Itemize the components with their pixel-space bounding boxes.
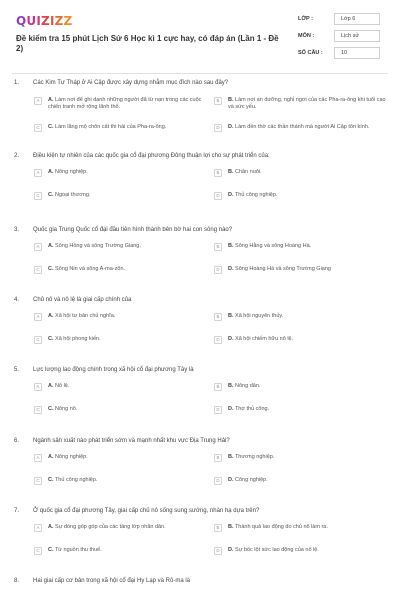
option-letter-box: C [34, 192, 42, 200]
option-answer: Sông Hồng và sông Trường Giang. [55, 243, 141, 249]
option-letter-box: D [214, 124, 222, 132]
option-text [48, 313, 208, 320]
option-answer: Từ nguồn thu thuế. [54, 547, 102, 553]
option-text [48, 97, 208, 111]
option-key: C. [48, 192, 54, 198]
option-answer: Thủ công nghiệp. [54, 477, 98, 483]
option-letter-box: C [34, 406, 42, 414]
option-text [228, 547, 388, 554]
option-key: B. [228, 97, 234, 103]
meta-row-class [298, 13, 388, 25]
option-letter-box: C [34, 336, 42, 344]
option-key: C. [48, 477, 54, 483]
meta-value-class: Lớp 6 [334, 13, 380, 25]
option-key: A. [48, 97, 54, 103]
option-letter-box: B [214, 243, 222, 251]
option-answer: Thủ công nghiệp. [234, 192, 278, 198]
option-key: C. [48, 124, 54, 130]
option-answer: Làm nơi an dưỡng, nghỉ ngơi của các Pha-ra-ông khi tuổi cao và sức yếu. [228, 97, 386, 110]
option-letter-box: C [34, 124, 42, 132]
quizizz-logo: QUIZIZZ [16, 14, 73, 28]
option-text [228, 266, 388, 273]
option-key: A. [48, 313, 54, 319]
option-answer: Nông dân. [235, 383, 261, 389]
option-letter-box: D [214, 547, 222, 555]
option-text [228, 97, 388, 111]
option-key: C. [48, 547, 54, 553]
option-key: B. [228, 383, 234, 389]
option-letter-box: C [34, 477, 42, 485]
option-text [228, 336, 388, 343]
option-answer: Nô lệ. [55, 383, 70, 389]
option-letter-box: A [34, 383, 42, 391]
question-number: 1. [14, 80, 20, 86]
option-key: B. [228, 169, 234, 175]
option-key: D. [228, 124, 234, 130]
option-answer: Làm nơi để ghi danh những người đã từ nạn trong các cuộc chiến tranh mở rộng lãnh thổ. [48, 97, 202, 110]
option-text [228, 243, 388, 250]
option-letter-box: D [214, 266, 222, 274]
option-text [48, 547, 208, 554]
option-answer: Thợ thủ công. [234, 406, 270, 412]
option-text [48, 192, 208, 199]
option-text [48, 243, 208, 250]
option-letter-box: B [214, 524, 222, 532]
worksheet-meta [298, 13, 388, 64]
option-text [48, 524, 208, 531]
option-answer: Sông Hoàng Hà và sông Trường Giang [235, 266, 331, 272]
question-text: Ở quốc gia cổ đại phương Tây, giai cấp chủ nô sống sung sướng, nhàn hạ dựa trên? [33, 508, 260, 514]
option-text [228, 524, 388, 531]
option-key: B. [228, 243, 234, 249]
option-letter-box: A [34, 454, 42, 462]
option-answer: Nông nghiệp. [55, 169, 88, 175]
worksheet-header [0, 0, 400, 66]
option-text [228, 313, 388, 320]
question-number: 7. [14, 508, 20, 514]
option-key: D. [228, 406, 234, 412]
option-letter-box: B [214, 313, 222, 321]
option-key: C. [48, 336, 54, 342]
option-text [228, 192, 388, 199]
meta-label-subject: MÔN : [298, 33, 315, 39]
question-number: 8. [14, 578, 20, 584]
option-answer: Sự đóng góp góp của các tầng lớp nhân dân. [55, 524, 166, 530]
option-letter-box: B [214, 97, 222, 105]
option-letter-box: A [34, 97, 42, 105]
question-text: Chủ nô và nô lệ là giai cấp chính của [33, 297, 132, 303]
option-key: D. [228, 266, 234, 272]
option-key: B. [228, 313, 234, 319]
option-answer: Sự bóc lột sức lao động của nô lệ. [235, 547, 319, 553]
option-letter-box: D [214, 406, 222, 414]
worksheet-title: Đề kiểm tra 15 phút Lịch Sử 6 Học kì 1 cực hay, có đáp án (Lần 1 - Đề 2) [16, 34, 279, 53]
option-text [228, 383, 388, 390]
option-text [228, 454, 388, 461]
header-divider [12, 73, 388, 74]
question-number: 4. [14, 297, 20, 303]
option-text [228, 124, 388, 131]
option-text [48, 266, 208, 273]
option-answer: Công nghiệp. [235, 477, 268, 483]
option-answer: Chăn nuôi. [235, 169, 262, 175]
option-key: B. [228, 454, 234, 460]
option-key: A. [48, 383, 54, 389]
option-text [228, 477, 388, 484]
option-key: D. [228, 192, 234, 198]
question-number: 2. [14, 153, 20, 159]
option-key: D. [228, 477, 234, 483]
option-answer: Thành quả lao động do chủ nô làm ra. [234, 524, 328, 530]
option-text [48, 169, 208, 176]
question-text: Điều kiện tự nhiên của các quốc gia cổ đại phương Đông thuận lợi cho sự phát triển của: [33, 153, 270, 159]
option-key: A. [48, 454, 54, 460]
option-key: D. [228, 547, 234, 553]
question-text: Hai giai cấp cơ bản trong xã hội cổ đại Hy Lạp và Rô-ma là [33, 578, 191, 584]
option-answer: Sông Hằng và sông Hoàng Hà. [235, 243, 312, 249]
option-answer: Xã hội tư bản chủ nghĩa. [55, 313, 116, 319]
option-letter-box: B [214, 169, 222, 177]
option-answer: Xã hội phong kiến. [55, 336, 101, 342]
option-text [228, 406, 388, 413]
option-answer: Làm lăng mộ chôn cất thi hài của Pha-ra-ông. [55, 124, 167, 130]
option-answer: Nông nghiệp. [55, 454, 88, 460]
question-number: 6. [14, 438, 20, 444]
question-number: 5. [14, 367, 20, 373]
option-answer: Xã hội chiếm hữu nô lệ. [235, 336, 294, 342]
meta-row-count [298, 47, 388, 59]
option-answer: Ngoại thương. [55, 192, 91, 198]
option-letter-box: A [34, 169, 42, 177]
option-letter-box: B [214, 383, 222, 391]
option-letter-box: A [34, 313, 42, 321]
option-letter-box: D [214, 192, 222, 200]
option-text [48, 336, 208, 343]
option-letter-box: A [34, 524, 42, 532]
question-text: Các Kim Tự Tháp ở Ai Cập được xây dựng nhằm mục đích nào sau đây? [33, 80, 229, 86]
option-key: A. [48, 524, 54, 530]
meta-label-count: SỐ CÂU : [298, 50, 323, 56]
question-number: 3. [14, 227, 20, 233]
option-letter-box: B [214, 454, 222, 462]
option-letter-box: C [34, 547, 42, 555]
option-text [48, 383, 208, 390]
option-answer: Sông Nin và sông A-ma-zôn. [55, 266, 126, 272]
option-letter-box: D [214, 477, 222, 485]
option-answer: Xã hội nguyên thủy. [235, 313, 284, 319]
question-text: Lực lượng lao động chính trong xã hội cổ đại phương Tây là [33, 367, 194, 373]
option-answer: Thương nghiệp. [234, 454, 275, 460]
option-key: A. [48, 243, 54, 249]
option-answer: Nông nô. [55, 406, 78, 412]
option-letter-box: D [214, 336, 222, 344]
option-letter-box: C [34, 266, 42, 274]
question-text: Quốc gia Trung Quốc cổ đại đầu tiên hình thành bên bờ hai con sông nào? [33, 227, 233, 233]
option-letter-box: A [34, 243, 42, 251]
option-text [228, 169, 388, 176]
option-key: B. [228, 524, 234, 530]
meta-value-subject: Lịch sử [334, 30, 380, 42]
option-text [48, 454, 208, 461]
option-key: D. [228, 336, 234, 342]
option-text [48, 124, 208, 131]
option-key: C. [48, 266, 54, 272]
meta-value-count: 10 [334, 47, 380, 59]
meta-row-subject [298, 30, 388, 42]
option-answer: Làm đền thờ các thần thánh mà người Ai Cập tôn kính. [235, 124, 370, 130]
option-text [48, 477, 208, 484]
option-text [48, 406, 208, 413]
option-key: A. [48, 169, 54, 175]
question-text: Ngành sản xuất nào phát triển sớm và mạnh nhất khu vực Địa Trung Hải? [33, 438, 230, 444]
option-key: C. [48, 406, 54, 412]
meta-label-class: LỚP : [298, 16, 313, 22]
